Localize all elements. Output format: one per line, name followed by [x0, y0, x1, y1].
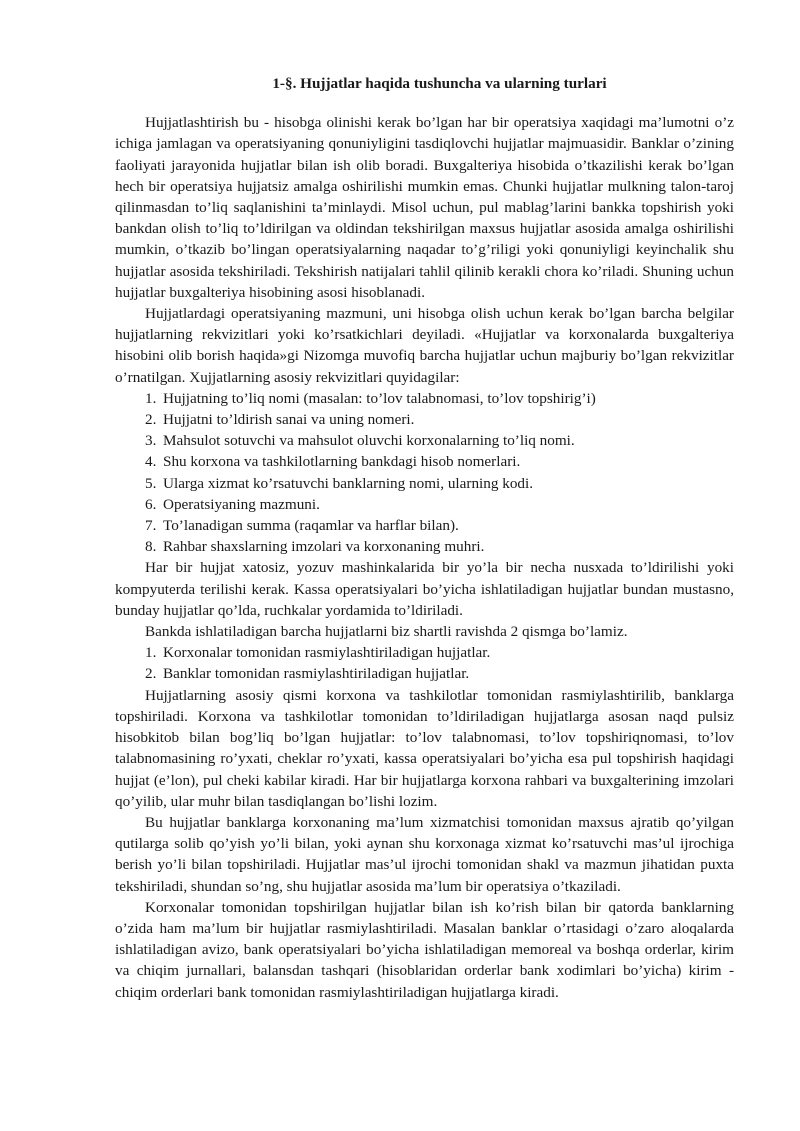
list-item [115, 430, 734, 451]
list-number: 7. [145, 517, 157, 535]
list-text: Mahsulot sotuvchi va mahsulot oluvchi korxonalarning to’liq nomi. [163, 432, 575, 450]
list-item [115, 494, 734, 515]
list-number: 1. [145, 644, 157, 662]
list-number: 2. [145, 411, 157, 429]
paragraph: Bu hujjatlar banklarga korxonaning ma’lum xizmatchisi tomonidan maxsus ajratib qo’yilgan qutilarga solib qo’yish yo’li bilan, yoki aynan shu korxonaga xizmat ko’rsatuvchi mas’ul ijrochiga berish yo’li bilan topshiriladi. Hujjatlar mas’ul ijrochi tomonidan shakl va mazmun jihatidan puxta tekshiriladi, shundan so’ng, shu hujjatlar asosida ma’lum bir operatsiya o’tkaziladi. [115, 813, 734, 895]
paragraph: Hujjatlashtirish bu - hisobga olinishi kerak bo’lgan har bir operatsiya xaqidagi ma’lumotni o’z ichiga jamlagan va operatsiyaning qonuniyligini tasdiqlovchi hujjatlar majmuasidir. Banklar o’zining faoliyati jarayonida hujjatlar bilan ish olib boradi. Buxgalteriya hisobida o’tkazilishi kerak bo’lgan hech bir operatsiya hujjatsiz amalga oshirilishi mumkin emas. Chunki hujjatlar mulkning talon-taroj qilinmasdan to’liq saqlanishini ta’minlaydi. Misol uchun, pul mablag’larini bankka topshirish yoki bankdan olish to’liq to’ldirilgan va oldindan tekshirilgan maxsus hujjatlar asosida amalga oshirilishi mumkin, o’tkazib bo’lingan operatsiyalarning naqadar to’g’riligi yoki qonuniyligi keyinchalik shu hujjatlar asosida tekshiriladi. Tekshirish natijalari tahlil qilinib kerakli chora ko’riladi. Shuning uchun hujjatlar buxgalteriya hisobining asosi hisoblanadi. [115, 114, 734, 301]
list-text: Ularga xizmat ko’rsatuvchi banklarning nomi, ularning kodi. [163, 474, 534, 492]
paragraph: Har bir hujjat xatosiz, yozuv mashinkalarida bir yo’la bir necha nusxada to’ldirilishi yoki kompyuterda terilishi kerak. Kassa operatsiyalari bo’yicha ishlatiladigan hujjatlar bundan mustasno, bunday hujjatlar qo’lda, ruchkalar yordamida to’ldiriladi. [115, 559, 734, 619]
list-number: 4. [145, 453, 157, 471]
list-number: 3. [145, 432, 157, 450]
list-number: 5. [145, 474, 157, 492]
list-text: Hujjatni to’ldirish sanai va uning nomeri. [163, 411, 415, 429]
parts-list [115, 642, 734, 684]
list-text: Banklar tomonidan rasmiylashtiriladigan hujjatlar. [163, 665, 470, 683]
paragraph: Hujjatlarning asosiy qismi korxona va tashkilotlar tomonidan rasmiylashtirilib, banklarga topshiriladi. Korxona va tashkilotlar tomonidan to’ldiriladigan hujjatlarga asosan naqd pulsiz hisobkitob bilan bog’liq bo’lgan hujjatlar: to’lov talabnomasi, to’lov topshiriqnomasi, to’lov talabnomasining ro’yxati, cheklar ro’yxati, kassa operatsiyalari bo’yicha esa pul topshirish haqidagi hujjat (e’lon), pul cheki kabilar kiradi. Har bir hujjatlarga korxona rahbari va buxgalterining imzolari qo’yilib, ular muhr bilan tasdiqlangan bo’lishi lozim. [115, 686, 734, 810]
list-text: Operatsiyaning mazmuni. [163, 495, 320, 513]
requisites-list [115, 388, 734, 558]
list-item [115, 388, 734, 409]
list-text: Shu korxona va tashkilotlarning bankdagi hisob nomerlari. [163, 453, 521, 471]
list-item [115, 663, 734, 684]
list-text: Korxonalar tomonidan rasmiylashtiriladigan hujjatlar. [163, 644, 491, 662]
list-item [115, 473, 734, 494]
list-text: Hujjatning to’liq nomi (masalan: to’lov talabnomasi, to’lov topshirig’i) [163, 389, 596, 407]
list-item [115, 409, 734, 430]
section-title: 1-§. Hujjatlar haqida tushuncha va ularning turlari [272, 75, 607, 92]
list-number: 6. [145, 495, 157, 513]
paragraph: Hujjatlardagi operatsiyaning mazmuni, uni hisobga olish uchun kerak bo’lgan barcha belgilar hujjatlarning rekvizitlari yoki ko’rsatkichlari deyiladi. «Hujjatlar va korxonalarda buxgalteriya hisobini olib borish haqida»gi Nizomga muvofiq barcha hujjatlar uchun majburiy bo’lgan rekvizitlar o’rnatilgan. Xujjatlarning asosiy rekvizitlari quyidagilar: [115, 305, 734, 386]
list-text: Rahbar shaxslarning imzolari va korxonaning muhri. [163, 538, 485, 556]
list-number: 8. [145, 538, 157, 556]
list-text: To’lanadigan summa (raqamlar va harflar bilan). [163, 517, 459, 535]
list-item [115, 536, 734, 557]
list-item [115, 515, 734, 536]
list-item [115, 642, 734, 663]
paragraph: Korxonalar tomonidan topshirilgan hujjatlar bilan ish ko’rish bilan bir qatorda banklarning o’zida ham ma’lum bir hujjatlar rasmiylashtiriladi. Masalan banklar o’rtasidagi o’zaro aloqalarda ishlatiladigan avizo, bank operatsiyalari bo’yicha ishlatiladigan memoreal va boshqa orderlar, kirim va chiqim jurnallari, balansdan tashqari (hisoblaridan orderlar bank xodimlari bo’yicha) kirim - chiqim orderlari bank tomonidan rasmiylashtiriladigan hujjatlarga kiradi. [115, 898, 734, 1001]
list-number: 1. [145, 389, 157, 407]
list-number: 2. [145, 665, 157, 683]
list-item [115, 451, 734, 472]
paragraph: Bankda ishlatiladigan barcha hujjatlarni biz shartli ravishda 2 qismga bo’lamiz. [145, 623, 628, 641]
